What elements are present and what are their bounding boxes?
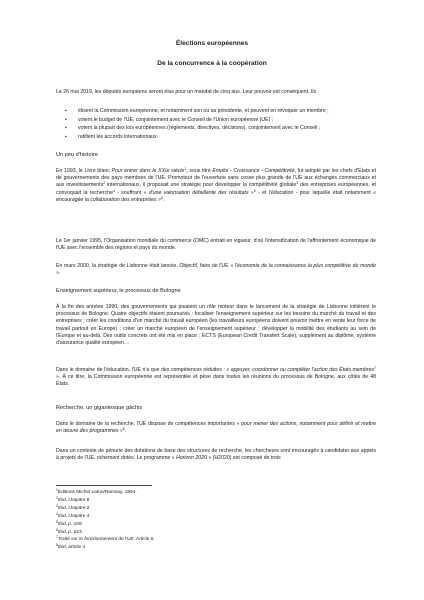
omc-paragraph: Le 1er janvier 1995, l'Organisation mondiale du commerce (OMC) entrait en vigueur, d'où l'intensification de l'affrontement économique de l'UE avec l'ensemble des régions et pays du monde. [56,238,376,252]
list-item: ▪ ratifient les accords internationaux. [56,133,376,142]
section-heading: Un peu d'histoire [56,152,98,158]
footnote: $^5$Ibid, p. 109 [56,519,82,527]
document-subtitle: De la concurrence à la coopération [157,60,267,67]
footnote: $^1$Éditions Michel Lafon/Ramsay. 1994. [56,488,137,495]
footnote: $^3$Ibid, chapitre 2 [56,503,90,511]
horizon-paragraph: Dans un contexte de pénurie des dotations de base des structures de recherche, les chercheurs sont encouragés à candidater aux appels à projets de l'UE, richement dotés. Le programme « Horizon 2020 » (H2020) est composé de trois [56,448,376,462]
footnotes [56,489,155,552]
footnote: $^4$Ibid, chapitre 4 [56,511,90,519]
document-title: Élections européennes [175,40,249,47]
footnote: $^8$Ibid, article 4 [56,543,86,551]
list-item: ▪ élisent la Commission européenne, et notamment son ou sa présidente, et peuvent en révoquer un membre ; [56,107,376,116]
research-paragraph: Dans le domaine de la recherche, l'UE dispose de compétences importantes « pour mener des actions, notamment pour définir et mettre en œuvre des programmes »$^8$. [56,421,376,435]
section-heading: Recherche, un gigantesque gâchis [56,405,143,411]
footnote: $^6$Ibid, p. 223 [56,527,82,535]
footnote-divider [56,485,152,486]
bologna-paragraph: À la fin des années 1990, des gouvernements qui jouaient un rôle moteur dans le lancement de la stratégie de Lisbonne initièrent le processus de Bologne. Quatre objectifs étaient poursuivis : focaliser l'enseignement supérieur sur les besoins du marché du travail et des entreprises ; créer les conditions d'un marché du travail européen (les travailleurs européens doivent pouvoir mettre en vente leur force de travail partout en Europe) ; créer un marché européen de l'enseignement supérieur ; développer la mobilité des étudiants au sein de l'Europe et au-delà. Des outils concrets ont été mis en place : ECTS (European Credit Transfert Scale), supplément au diplôme, système d'assurance qualité européen… [56,304,376,347]
history-paragraph: En 1993, le Livre blanc Pour entrer dans le XXIe siècle$^1$, sous titré Emploi - Croissance - Compétitivité, fut adopté par les chefs d'États et de gouvernements des pays membres de l'UE. Promoteur de l'ouverture sans cesse plus grande de l'UE aux échanges commerciaux et aux investissements$^2$ internationaux, il proposait une stratégie pour développer la compétitivité globale$^3$ des entreprises européennes, et convoquait la recherche$^4$ - souffrant « d'une valorisation défaillante des résultats »$^5$ - et l'éducation - pour laquelle était notamment « encouragée la collaboration des entreprises »$^6$. [56,167,377,203]
education-paragraph: Dans le domaine de l'éducation, l'UE n'a que des compétences réduites : « appuyer, coordonner ou compléter l'action des États membres$^7$ ». À ce titre, la Commission européenne est représentée et pèse dans toutes les réunions du processus de Bologne, aux côtés de 48 États. [56,366,376,388]
powers-list [56,107,376,141]
list-item: ▪ votent le budget de l'UE, conjointement avec le Conseil de l'Union européenne (UE) ; [56,116,376,125]
section-heading: Enseignement supérieur, le processus de Bologne [56,288,181,294]
list-item: ▪ votent la plupart des lois européennes (règlements, directives, décisions), conjointement avec le Conseil ; [56,124,376,133]
footnote: $^7$Traité sur le fonctionnement de l'UE. Article 6. [56,535,155,543]
lisbon-paragraph: En mars 2000, la stratégie de Lisbonne était lancée. Objectif, faire de l'UE « l'économie de la connaissance la plus compétitive du monde ». [56,263,376,277]
intro-paragraph: Le 26 mai 2019, les députés européens seront élus pour un mandat de cinq ans. Leur pouvoir est conséquent. Ils [56,89,317,95]
footnote: $^2$Ibid, chapitre 6 [56,495,90,503]
